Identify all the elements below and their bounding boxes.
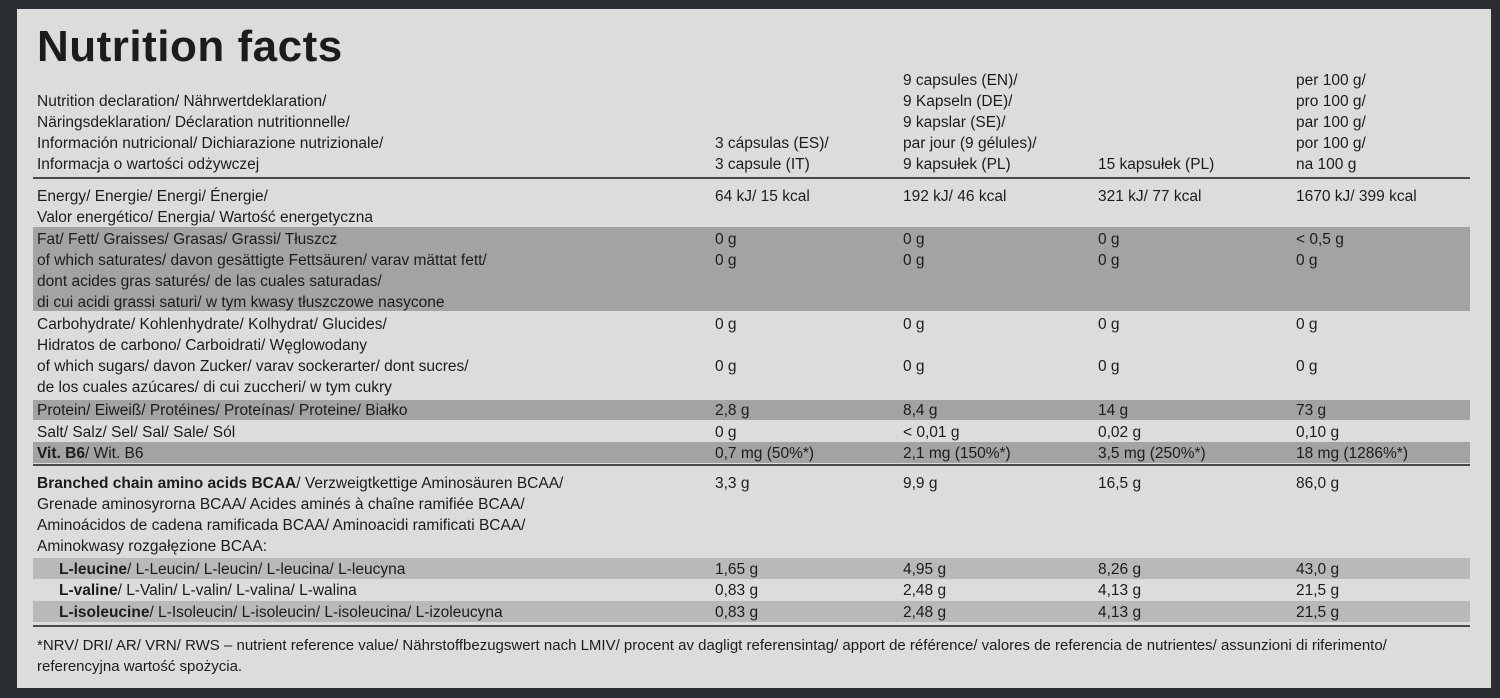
row-value-col3: 4,13 g [1098,604,1142,621]
row-label-rest: / Wit. B6 [84,445,144,462]
row-value-col1: 64 kJ/ 15 kcal [715,188,810,205]
row-label [59,559,719,580]
row-label-rest: / L-Leucin/ L-leucin/ L-leucina/ L-leucyna [127,561,406,578]
footer-divider [33,625,1470,627]
row-value-col1: 2,8 g [715,402,750,419]
row-label [59,602,719,623]
header-divider [33,177,1470,179]
row-value-col2: 0 g [903,358,925,375]
row-value-col4: 43,0 g [1296,561,1340,578]
row-label-bold: Branched chain amino acids BCAA [37,475,297,492]
row-value-col2: 0 g [903,252,925,269]
row-value-col3: 321 kJ/ 77 kcal [1098,188,1202,205]
row-label: Salt/ Salz/ Sel/ Sal/ Sale/ Sól [37,424,236,441]
row-value-col4: 1670 kJ/ 399 kcal [1296,188,1417,205]
row-label: Fat/ Fett/ Graisses/ Grasas/ Grassi/ Tłuszcz [37,231,338,248]
row-value-col2: 9,9 g [903,475,938,492]
row-value-col4: 0 g [1296,358,1318,375]
row-value-col3: 0 g [1098,358,1120,375]
row-value-col2: 2,48 g [903,582,947,599]
row-value-col4: 0 g [1296,252,1318,269]
row-value-col4: 21,5 g [1296,604,1340,621]
row-label-rest: / L-Isoleucin/ L-isoleucin/ L-isoleucina/ L-izoleucyna [149,604,503,621]
row-label-bold: L-valine [59,582,118,599]
header-label-column: Nutrition declaration/ Nährwertdeklaration/ Näringsdeklaration/ Déclaration nutritionnelle/ Información nutricional/ Dichiarazione nutrizionale/ Informacja o wartości odżywczej [37,93,384,173]
row-value-col4: 73 g [1296,402,1327,419]
row-value-col1: 3,3 g [715,475,750,492]
header-column-3: 15 kapsułek (PL) [1098,156,1215,173]
row-value-col4: 18 mg (1286%*) [1296,445,1409,462]
row-label [37,443,697,464]
row-label: Energy/ Energie/ Energi/ Énergie/ Valor energético/ Energia/ Wartość energetyczna [37,188,374,226]
row-value-col4: 0 g [1296,316,1318,333]
row-value-col4: 86,0 g [1296,475,1340,492]
row-value-col3: 0,02 g [1098,424,1142,441]
row-label-rest: / Verzweigtkettige Aminosäuren BCAA/ Grenade aminosyrorna BCAA/ Acides aminés à chaîne ramifiée BCAA/ Aminoácidos de cadena ramificada BCAA/ Aminoacidi ramificati BCAA/ Aminokwasy rozgałęzione BCAA: [37,475,564,555]
row-value-col2: 4,95 g [903,561,947,578]
row-value-col2: 2,48 g [903,604,947,621]
row-label-bold: Vit. B6 [37,445,85,462]
row-value-col2: < 0,01 g [903,424,960,441]
header-column-1: 3 cápsulas (ES)/ 3 capsule (IT) [715,135,829,173]
row-value-col1: 0 g [715,252,737,269]
row-value-col2: 2,1 mg (150%*) [903,445,1011,462]
row-label: Carbohydrate/ Kohlenhydrate/ Kolhydrat/ Glucides/ Hidratos de carbono/ Carboidrati/ Węglowodany [37,316,387,354]
row-value-col1: 0 g [715,316,737,333]
row-value-col1: 0,7 mg (50%*) [715,445,815,462]
row-value-col4: 0,10 g [1296,424,1340,441]
row-value-col3: 16,5 g [1098,475,1142,492]
row-value-col3: 3,5 mg (250%*) [1098,445,1206,462]
row-value-col4: < 0,5 g [1296,231,1344,248]
row-value-col3: 0 g [1098,252,1120,269]
row-value-col3: 14 g [1098,402,1129,419]
row-value-col2: 0 g [903,231,925,248]
row-value-col2: 0 g [903,316,925,333]
page-title: Nutrition facts [37,22,343,71]
row-label [37,473,697,557]
row-value-col1: 1,65 g [715,561,759,578]
row-value-col1: 0 g [715,424,737,441]
row-value-col2: 8,4 g [903,402,938,419]
header-column-2: 9 capsules (EN)/ 9 Kapseln (DE)/ 9 kapslar (SE)/ par jour (9 gélules)/ 9 kapsułek (PL) [903,72,1037,173]
row-label [59,580,719,601]
row-value-col1: 0 g [715,358,737,375]
bcaa-divider [33,464,1470,466]
row-label-rest: / L-Valin/ L-valin/ L-valina/ L-walina [117,582,357,599]
row-value-col3: 0 g [1098,316,1120,333]
row-value-col3: 8,26 g [1098,561,1142,578]
header-column-4: per 100 g/ pro 100 g/ par 100 g/ por 100 g/ na 100 g [1296,72,1366,173]
row-value-col1: 0,83 g [715,582,759,599]
row-label: of which sugars/ davon Zucker/ varav sockerarter/ dont sucres/ de los cuales azúcares/ di cui zuccheri/ w tym cukry [37,358,469,396]
footnote: *NRV/ DRI/ AR/ VRN/ RWS – nutrient reference value/ Nährstoffbezugswert nach LMIV/ procent av dagligt referensintag/ apport de référence/ valores de referencia de nutrientes/ assunzioni di riferimento/ referencyjna wartość spożycia. [37,637,1387,675]
row-value-col3: 4,13 g [1098,582,1142,599]
row-label-bold: L-leucine [59,561,128,578]
row-label: of which saturates/ davon gesättigte Fettsäuren/ varav mättat fett/ dont acides gras saturés/ de las cuales saturadas/ di cui acidi grassi saturi/ w tym kwasy tłuszczowe nasycone [37,252,487,311]
row-value-col3: 0 g [1098,231,1120,248]
row-value-col2: 192 kJ/ 46 kcal [903,188,1007,205]
nutrition-label [17,9,1491,688]
row-label: Protein/ Eiweiß/ Protéines/ Proteínas/ Proteine/ Białko [37,402,408,419]
row-value-col4: 21,5 g [1296,582,1340,599]
row-label-bold: L-isoleucine [59,604,150,621]
row-value-col1: 0,83 g [715,604,759,621]
row-value-col1: 0 g [715,231,737,248]
